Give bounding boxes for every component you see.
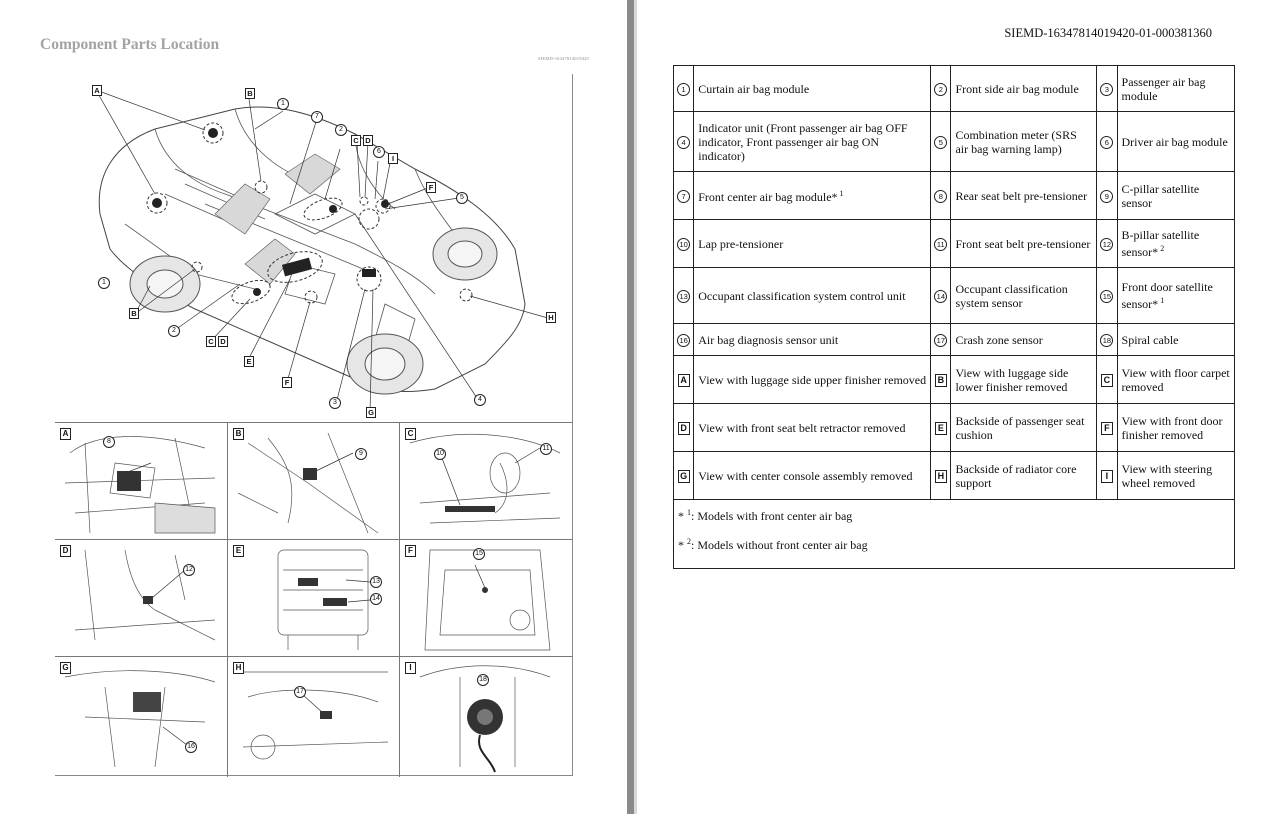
main-callout-2-top: 2	[335, 124, 347, 136]
parts-row	[674, 112, 1235, 172]
main-callout-f-top: F	[426, 182, 436, 193]
part-description: Rear seat belt pre-tensioner	[955, 188, 1088, 203]
parts-row	[674, 268, 1235, 324]
part-description: Passenger air bag module	[1121, 74, 1206, 103]
part-description: Driver air bag module	[1121, 134, 1228, 149]
parts-description-cell	[951, 112, 1097, 172]
parts-marker-cell	[931, 220, 951, 268]
main-callout-c-bottom: C	[206, 336, 216, 347]
detail-view-i-letter: I	[405, 662, 416, 674]
view-letter-marker: E	[935, 422, 947, 435]
part-number-marker: 15	[1100, 290, 1113, 303]
component-figure	[55, 74, 573, 776]
part-description: Backside of passenger seat cushion	[955, 413, 1085, 442]
view-letter-marker: A	[678, 374, 690, 387]
part-description: View with front seat belt retractor removed	[698, 420, 906, 435]
parts-marker-cell	[1097, 66, 1117, 112]
detail-view-e-letter: E	[233, 545, 244, 557]
footnote-reference: 1	[837, 189, 844, 198]
part-description: Occupant classification system control unit	[698, 288, 906, 303]
detail-view-g	[55, 657, 228, 777]
parts-marker-cell	[931, 112, 951, 172]
parts-marker-cell	[674, 324, 694, 356]
main-callout-h: H	[546, 312, 556, 323]
parts-marker-cell	[1097, 112, 1117, 172]
part-description: Front seat belt pre-tensioner	[955, 236, 1091, 251]
footnote-number: 1	[687, 508, 691, 517]
parts-description-cell	[951, 356, 1097, 404]
part-description: Air bag diagnosis sensor unit	[698, 332, 839, 347]
detail-callout-10: 10	[434, 448, 446, 460]
parts-description-cell	[694, 112, 931, 172]
detail-callout-11: 11	[540, 443, 552, 455]
detail-view-a	[55, 423, 228, 540]
parts-row	[674, 452, 1235, 500]
footnote-line	[678, 506, 1230, 535]
part-description: C-pillar satellite sensor	[1121, 181, 1200, 210]
parts-description-cell	[694, 172, 931, 220]
parts-description-cell	[1117, 112, 1234, 172]
part-description: Front door satellite sensor*	[1121, 280, 1213, 311]
main-callout-6: 6	[373, 146, 385, 158]
view-letter-marker: H	[935, 470, 947, 483]
parts-description-cell	[951, 220, 1097, 268]
main-callout-a: A	[92, 85, 102, 96]
parts-row	[674, 356, 1235, 404]
part-description: B-pillar satellite sensor*	[1121, 228, 1200, 259]
detail-callout-8: 8	[103, 436, 115, 448]
detail-view-d-letter: D	[60, 545, 71, 557]
main-callout-c-top: C	[351, 135, 361, 146]
part-number-marker: 18	[1100, 334, 1113, 347]
vehicle-cutaway-illustration	[55, 74, 573, 422]
detail-view-g-letter: G	[60, 662, 71, 674]
detail-view-h-letter: H	[233, 662, 244, 674]
parts-description-cell	[1117, 356, 1234, 404]
parts-table	[673, 65, 1235, 569]
footnote-text: : Models with front center air bag	[691, 509, 853, 523]
detail-view-h	[228, 657, 400, 777]
view-letter-marker: I	[1101, 470, 1113, 483]
parts-row	[674, 172, 1235, 220]
parts-marker-cell	[1097, 220, 1117, 268]
part-number-marker: 16	[677, 334, 690, 347]
parts-marker-cell	[1097, 268, 1117, 324]
main-callout-g: G	[366, 407, 376, 418]
part-number-marker: 2	[934, 83, 947, 96]
parts-marker-cell	[674, 268, 694, 324]
parts-description-cell	[951, 324, 1097, 356]
view-letter-marker: B	[935, 374, 947, 387]
parts-description-cell	[1117, 172, 1234, 220]
view-letter-marker: C	[1101, 374, 1113, 387]
detail-view-c	[400, 423, 573, 540]
part-description: View with front door finisher removed	[1121, 413, 1223, 442]
main-callout-d-top: D	[363, 135, 373, 146]
parts-marker-cell	[931, 66, 951, 112]
part-number-marker: 9	[1100, 190, 1113, 203]
left-document-id: SIEMD-16347814019420	[538, 56, 589, 61]
part-number-marker: 4	[677, 136, 690, 149]
part-description: Lap pre-tensioner	[698, 236, 784, 251]
parts-description-cell	[694, 452, 931, 500]
section-title: Component Parts Location	[40, 36, 220, 53]
part-number-marker: 7	[677, 190, 690, 203]
parts-description-cell	[694, 220, 931, 268]
parts-description-cell	[951, 268, 1097, 324]
part-description: Crash zone sensor	[955, 332, 1043, 347]
view-letter-marker: D	[678, 422, 690, 435]
detail-view-e	[228, 540, 400, 657]
part-number-marker: 11	[934, 238, 947, 251]
notes-row	[674, 500, 1235, 569]
parts-description-cell	[1117, 268, 1234, 324]
part-number-marker: 6	[1100, 136, 1113, 149]
part-number-marker: 12	[1100, 238, 1113, 251]
part-number-marker: 17	[934, 334, 947, 347]
main-callout-i: I	[388, 153, 398, 164]
parts-description-cell	[1117, 404, 1234, 452]
part-number-marker: 10	[677, 238, 690, 251]
part-description: View with luggage side lower finisher removed	[955, 365, 1069, 394]
parts-marker-cell	[931, 404, 951, 452]
main-callout-b-top: B	[245, 88, 255, 99]
main-callout-d-bottom: D	[218, 336, 228, 347]
parts-marker-cell	[931, 356, 951, 404]
parts-description-cell	[1117, 324, 1234, 356]
part-number-marker: 14	[934, 290, 947, 303]
part-number-marker: 1	[677, 83, 690, 96]
detail-callout-9: 9	[355, 448, 367, 460]
detail-callout-12: 12	[183, 564, 195, 576]
main-callout-f-bottom: F	[282, 377, 292, 388]
main-callout-b-bottom: B	[129, 308, 139, 319]
footnote-reference: 1	[1158, 296, 1165, 305]
part-description: View with steering wheel removed	[1121, 461, 1213, 490]
main-callout-e: E	[244, 356, 254, 367]
footnote-reference: 2	[1158, 244, 1165, 253]
detail-view-c-letter: C	[405, 428, 416, 440]
parts-marker-cell	[674, 220, 694, 268]
parts-marker-cell	[931, 268, 951, 324]
part-description: Spiral cable	[1121, 332, 1179, 347]
parts-marker-cell	[674, 172, 694, 220]
footnote-star: *	[678, 509, 687, 523]
main-callout-3: 3	[329, 397, 341, 409]
part-description: View with luggage side upper finisher removed	[698, 372, 927, 387]
detail-callout-15: 15	[473, 548, 485, 560]
part-description: Indicator unit (Front passenger air bag OFF indicator, Front passenger air bag ON indicator)	[698, 120, 908, 163]
parts-marker-cell	[1097, 324, 1117, 356]
view-letter-marker: F	[1101, 422, 1113, 435]
parts-marker-cell	[674, 452, 694, 500]
part-description: Curtain air bag module	[698, 81, 810, 96]
part-description: Front center air bag module*	[698, 190, 838, 204]
footnotes-cell	[674, 500, 1235, 569]
detail-callout-16: 16	[185, 741, 197, 753]
parts-description-cell	[694, 324, 931, 356]
main-callout-5: 5	[456, 192, 468, 204]
main-callout-1-bottom: 1	[98, 277, 110, 289]
parts-marker-cell	[674, 66, 694, 112]
part-description: Occupant classification system sensor	[955, 281, 1068, 310]
parts-description-cell	[1117, 66, 1234, 112]
main-callout-7: 7	[311, 111, 323, 123]
detail-view-b-letter: B	[233, 428, 244, 440]
detail-callout-18: 18	[477, 674, 489, 686]
parts-marker-cell	[1097, 404, 1117, 452]
detail-view-i	[400, 657, 573, 777]
part-number-marker: 5	[934, 136, 947, 149]
parts-description-cell	[951, 66, 1097, 112]
parts-row	[674, 66, 1235, 112]
parts-row	[674, 324, 1235, 356]
detail-view-d	[55, 540, 228, 657]
detail-view-b	[228, 423, 400, 540]
parts-row	[674, 404, 1235, 452]
parts-description-cell	[951, 452, 1097, 500]
parts-marker-cell	[674, 112, 694, 172]
document-id: SIEMD-16347814019420-01-000381360	[1004, 26, 1212, 40]
detail-view-a-letter: A	[60, 428, 71, 440]
detail-callout-13: 13	[370, 576, 382, 588]
parts-description-cell	[951, 404, 1097, 452]
parts-marker-cell	[931, 172, 951, 220]
parts-description-cell	[694, 404, 931, 452]
detail-callout-17: 17	[294, 686, 306, 698]
parts-marker-cell	[674, 404, 694, 452]
detail-callout-14: 14	[370, 593, 382, 605]
parts-description-cell	[1117, 452, 1234, 500]
part-number-marker: 3	[1100, 83, 1113, 96]
left-page	[0, 0, 627, 814]
part-description: Combination meter (SRS air bag warning lamp)	[955, 127, 1077, 156]
main-callout-1-top: 1	[277, 98, 289, 110]
parts-marker-cell	[674, 356, 694, 404]
part-description: Backside of radiator core support	[955, 461, 1077, 490]
parts-marker-cell	[931, 324, 951, 356]
right-page	[637, 0, 1270, 814]
parts-description-cell	[694, 356, 931, 404]
footnote-star: *	[678, 538, 687, 552]
parts-marker-cell	[1097, 172, 1117, 220]
parts-marker-cell	[931, 452, 951, 500]
parts-description-cell	[694, 268, 931, 324]
parts-description-cell	[1117, 220, 1234, 268]
detail-view-f	[400, 540, 573, 657]
vehicle-cutaway-svg	[55, 74, 573, 422]
part-number-marker: 8	[934, 190, 947, 203]
footnote-text: : Models without front center air bag	[691, 538, 868, 552]
parts-row	[674, 220, 1235, 268]
main-callout-4: 4	[474, 394, 486, 406]
parts-marker-cell	[1097, 452, 1117, 500]
parts-description-cell	[694, 66, 931, 112]
detail-views-grid	[55, 422, 573, 776]
detail-view-f-letter: F	[405, 545, 416, 557]
part-description: View with center console assembly removed	[698, 468, 913, 483]
footnote-line	[678, 535, 1230, 564]
view-letter-marker: G	[678, 470, 690, 483]
part-description: Front side air bag module	[955, 81, 1079, 96]
footnote-number: 2	[687, 537, 691, 546]
main-callout-2-bottom: 2	[168, 325, 180, 337]
part-description: View with floor carpet removed	[1121, 365, 1230, 394]
parts-marker-cell	[1097, 356, 1117, 404]
parts-description-cell	[951, 172, 1097, 220]
part-number-marker: 13	[677, 290, 690, 303]
